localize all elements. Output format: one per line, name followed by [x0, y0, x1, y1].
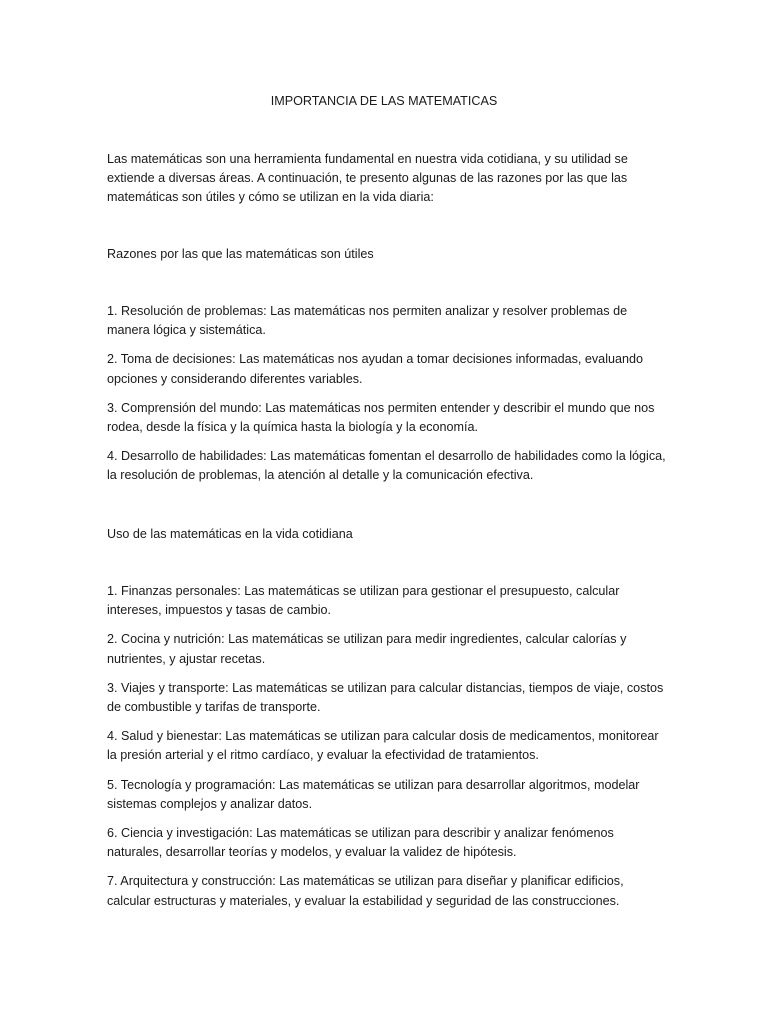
intro-paragraph: Las matemáticas son una herramienta fundamental en nuestra vida cotidiana, y su utilidad se extiende a diversas áreas. A continuación, te presento algunas de las razones por las que las matemáticas son útiles y cómo se utilizan en la vida diaria:: [107, 152, 628, 205]
list-item: 1. Finanzas personales: Las matemáticas se utilizan para gestionar el presupuesto, calcular intereses, impuestos y tasas de cambio.: [107, 584, 620, 618]
reasons-list: [107, 302, 667, 496]
list-item: 1. Resolución de problemas: Las matemáticas nos permiten analizar y resolver problemas de manera lógica y sistemática.: [107, 304, 628, 338]
list-item: 6. Ciencia y investigación: Las matemáticas se utilizan para describir y analizar fenómenos naturales, desarrollar teorías y modelos, y evaluar la validez de hipótesis.: [107, 826, 614, 860]
list-item: 2. Cocina y nutrición: Las matemáticas se utilizan para medir ingredientes, calcular calorías y nutrientes, y ajustar recetas.: [107, 632, 627, 666]
list-item: 3. Viajes y transporte: Las matemáticas se utilizan para calcular distancias, tiempos de viaje, costos de combustible y tarifas de transporte.: [107, 680, 664, 715]
list-item: 3. Comprensión del mundo: Las matemáticas nos permiten entender y describir el mundo que nos rodea, desde la física y la química hasta la biología y la economía.: [107, 400, 655, 435]
list-item: 5. Tecnología y programación: Las matemáticas se utilizan para desarrollar algoritmos, modelar sistemas complejos y analizar datos.: [107, 777, 640, 811]
daily-use-list: [107, 582, 667, 921]
section-heading-daily-use: Uso de las matemáticas en la vida cotidiana: [107, 527, 353, 541]
list-item: 4. Salud y bienestar: Las matemáticas se utilizan para calcular dosis de medicamentos, monitorear la presión arterial y el ritmo cardíaco, y evaluar la efectividad de tratamientos.: [107, 729, 659, 763]
list-item: 2. Toma de decisiones: Las matemáticas nos ayudan a tomar decisiones informadas, evaluando opciones y considerando diferentes variables.: [107, 352, 644, 386]
list-item: 7. Arquitectura y construcción: Las matemáticas se utilizan para diseñar y planificar edificios, calcular estructuras y materiales, y evaluar la estabilidad y seguridad de las construcciones.: [107, 874, 624, 908]
section-heading-reasons: Razones por las que las matemáticas son útiles: [107, 247, 374, 261]
list-item: 4. Desarrollo de habilidades: Las matemáticas fomentan el desarrollo de habilidades como la lógica, la resolución de problemas, la atención al detalle y la comunicación efectiva.: [107, 449, 666, 483]
document-title: IMPORTANCIA DE LAS MATEMATICAS: [270, 94, 498, 108]
